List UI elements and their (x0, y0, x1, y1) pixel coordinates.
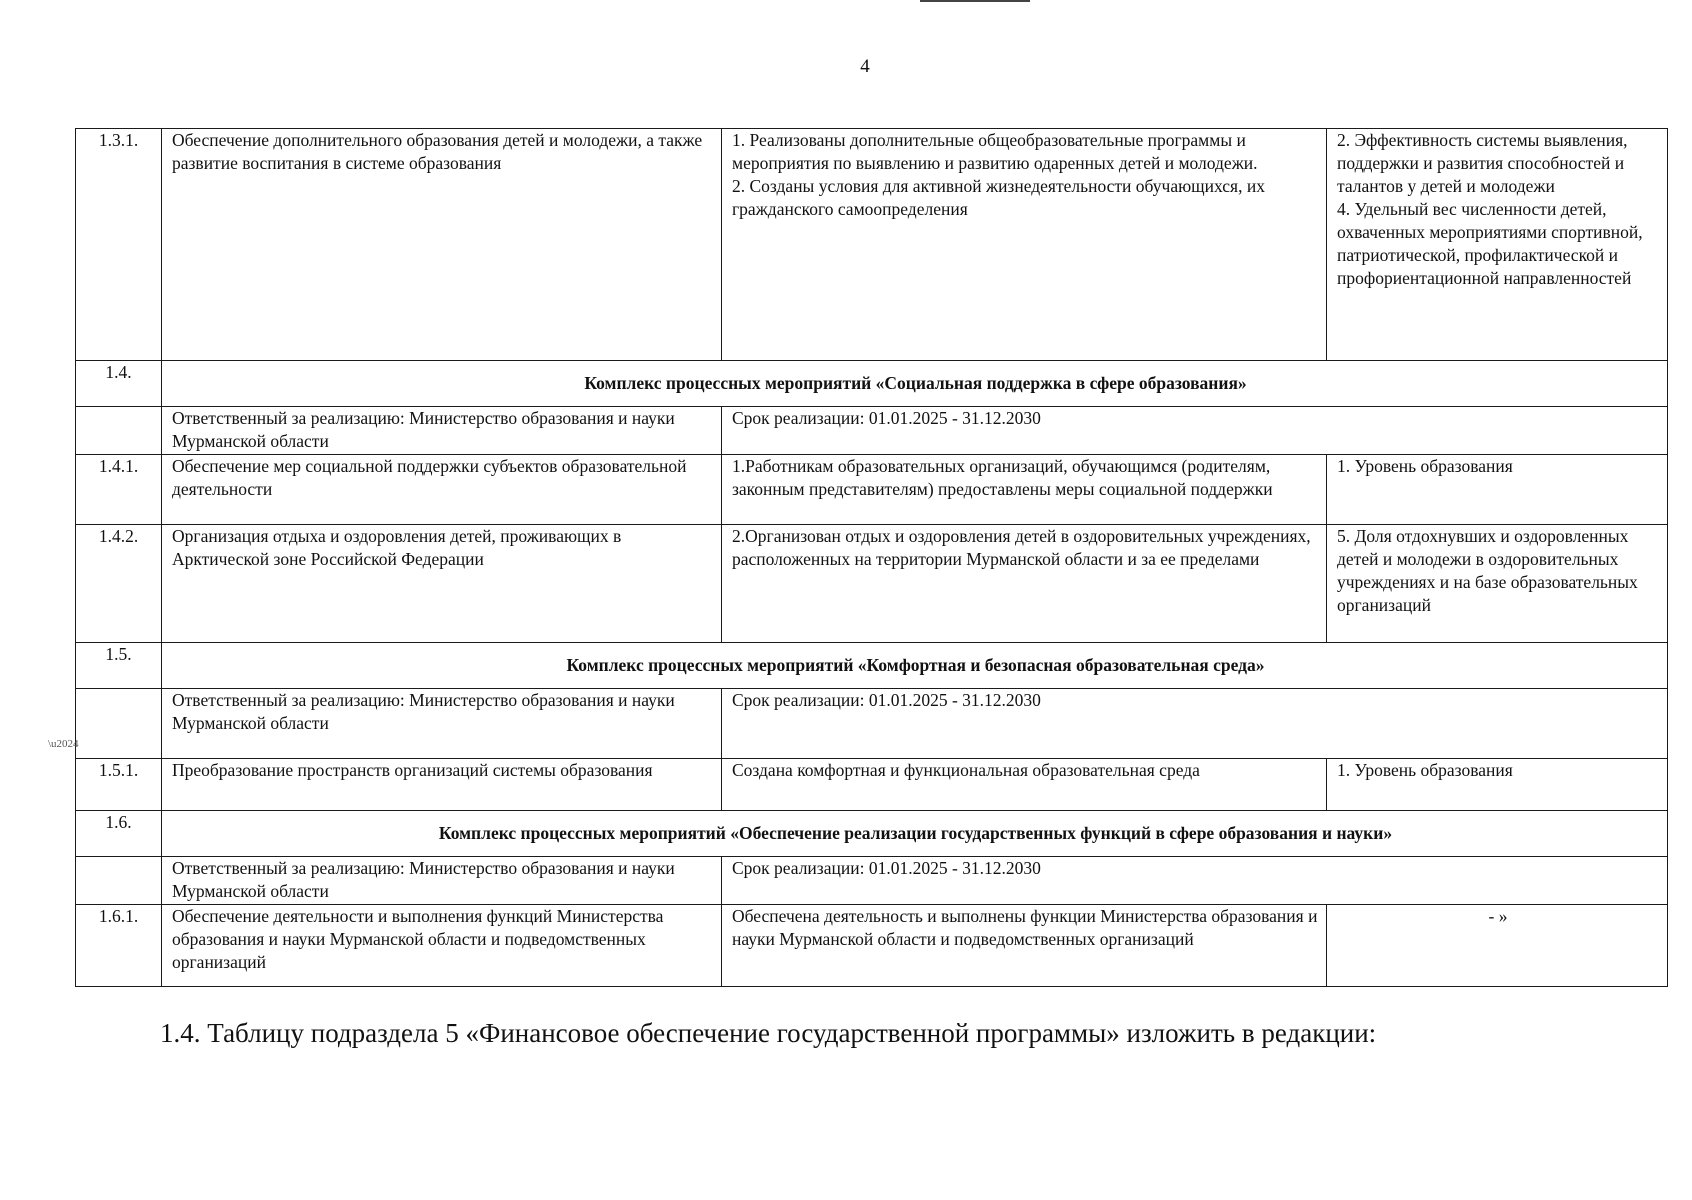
table-row (76, 455, 1668, 525)
result-cell: 1.Работникам образовательных организаций, обучающимся (родителям, законным представителям) предоставлены меры социальной поддержки (722, 455, 1327, 525)
responsible-cell: Ответственный за реализацию: Министерство образования и науки Мурманской области (162, 407, 722, 455)
table-row (76, 129, 1668, 361)
top-edge-mark (920, 0, 1030, 2)
section-row (76, 811, 1668, 857)
section-row (76, 643, 1668, 689)
result-cell: 2.Организован отдых и оздоровления детей в оздоровительных учреждениях, расположенных на территории Мурманской области и за ее пределами (722, 525, 1327, 643)
table-row (76, 759, 1668, 811)
responsible-row (76, 857, 1668, 905)
section-number: 1.6. (76, 811, 162, 857)
task-cell: Обеспечение дополнительного образования детей и молодежи, а также развитие воспитания в системе образования (162, 129, 722, 361)
task-cell: Организация отдыха и оздоровления детей, проживающих в Арктической зоне Российской Федерации (162, 525, 722, 643)
section-title: Комплекс процессных мероприятий «Обеспечение реализации государственных функций в сфере образования и науки» (162, 811, 1668, 857)
empty-number-cell (76, 857, 162, 905)
row-number: 1.4.2. (76, 525, 162, 643)
result-cell: Обеспечена деятельность и выполнены функции Министерства образования и науки Мурманской области и подведомственных организаций (722, 905, 1327, 987)
section-number: 1.4. (76, 361, 162, 407)
row-number: 1.3.1. (76, 129, 162, 361)
period-cell: Срок реализации: 01.01.2025 - 31.12.2030 (722, 689, 1668, 759)
section-title: Комплекс процессных мероприятий «Комфортная и безопасная образовательная среда» (162, 643, 1668, 689)
table-row (76, 905, 1668, 987)
page-number: 4 (860, 56, 870, 77)
result-cell: 1. Реализованы дополнительные общеобразовательные программы и мероприятия по выявлению и развитию одаренных детей и молодежи. 2. Созданы условия для активной жизнедеятельности обучающихся, их гражданского самоопределения (722, 129, 1327, 361)
responsible-cell: Ответственный за реализацию: Министерство образования и науки Мурманской области (162, 857, 722, 905)
indicator-cell: 5. Доля отдохнувших и оздоровленных детей и молодежи в оздоровительных учреждениях и на базе образовательных организаций (1327, 525, 1668, 643)
period-cell: Срок реализации: 01.01.2025 - 31.12.2030 (722, 407, 1668, 455)
task-cell: Преобразование пространств организаций системы образования (162, 759, 722, 811)
indicator-cell: 1. Уровень образования (1327, 455, 1668, 525)
responsible-cell: Ответственный за реализацию: Министерство образования и науки Мурманской области (162, 689, 722, 759)
row-number: 1.6.1. (76, 905, 162, 987)
row-number: 1.4.1. (76, 455, 162, 525)
responsible-row (76, 689, 1668, 759)
section-title: Комплекс процессных мероприятий «Социальная поддержка в сфере образования» (162, 361, 1668, 407)
amendment-paragraph: 1.4. Таблицу подраздела 5 «Финансовое обеспечение государственной программы» изложить в редакции: (160, 1018, 1377, 1048)
margin-scan-mark: \u2024 (48, 738, 79, 750)
responsible-row (76, 407, 1668, 455)
period-cell: Срок реализации: 01.01.2025 - 31.12.2030 (722, 857, 1668, 905)
indicator-cell: 2. Эффективность системы выявления, поддержки и развития способностей и талантов у детей и молодежи 4. Удельный вес численности детей, охваченных мероприятиями спортивной, патриотической, профилактической и профориентационной направленностей (1327, 129, 1668, 361)
empty-number-cell (76, 407, 162, 455)
task-cell: Обеспечение мер социальной поддержки субъектов образовательной деятельности (162, 455, 722, 525)
empty-number-cell (76, 689, 162, 759)
task-cell: Обеспечение деятельности и выполнения функций Министерства образования и науки Мурманской области и подведомственных организаций (162, 905, 722, 987)
indicator-cell: 1. Уровень образования (1327, 759, 1668, 811)
section-row (76, 361, 1668, 407)
section-number: 1.5. (76, 643, 162, 689)
result-cell: Создана комфортная и функциональная образовательная среда (722, 759, 1327, 811)
row-number: 1.5.1. (76, 759, 162, 811)
indicator-cell: - » (1327, 905, 1668, 987)
structure-table (75, 128, 1668, 987)
table-row (76, 525, 1668, 643)
